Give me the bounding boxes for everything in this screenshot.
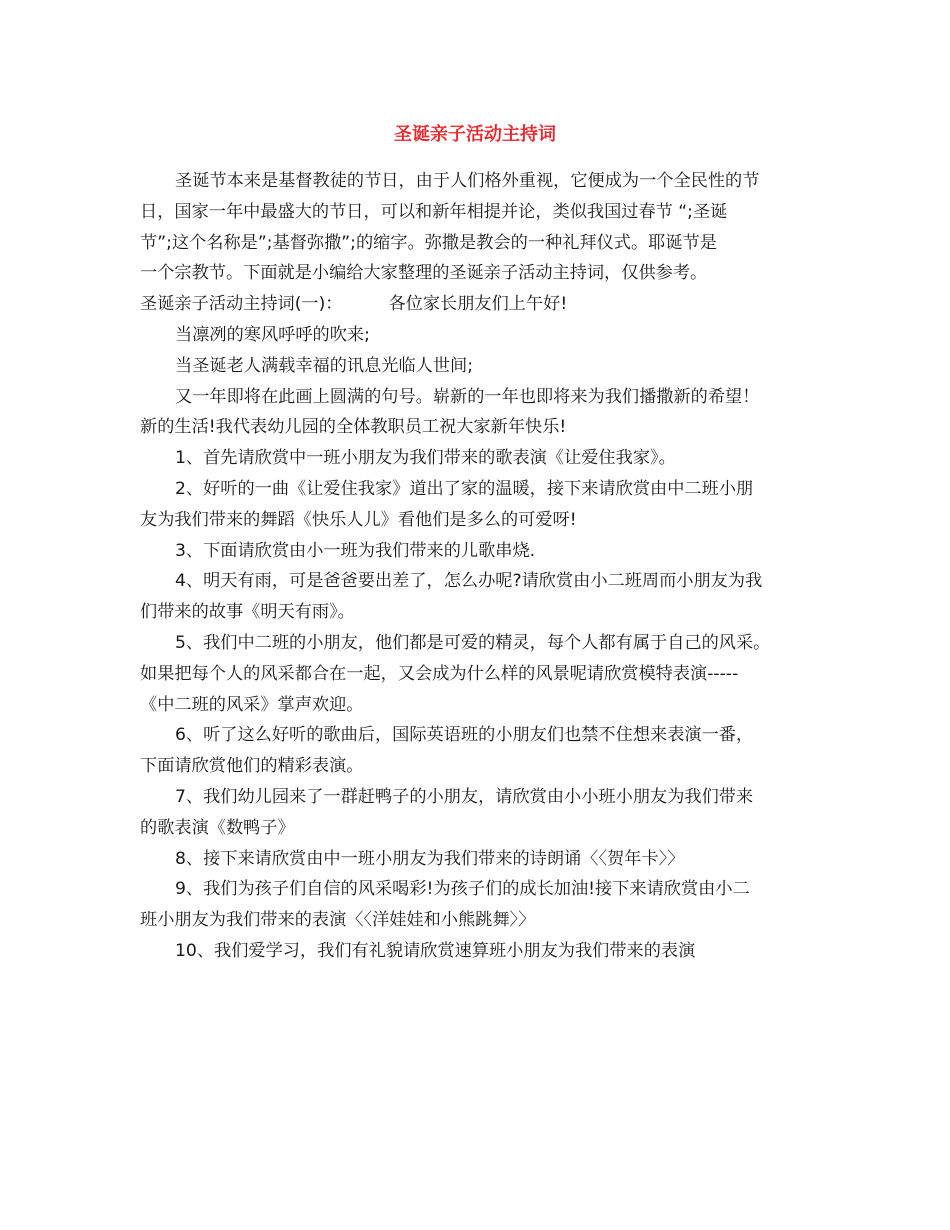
paragraph-line: 圣诞节本来是基督教徒的节日，由于人们格外重视，它便成为一个全民性的节 [175,171,760,191]
document-title: 圣诞亲子活动主持词 [394,124,556,145]
list-item-line: 的歌表演《数鸭子》 [140,817,295,838]
paragraph-line: 新的生活!我代表幼儿园的全体教职员工祝大家新年快乐! [140,417,567,438]
list-item-line: 们带来的故事《明天有雨》。 [140,602,355,623]
paragraph-line: 日，国家一年中最盛大的节日，可以和新年相提并论，类似我国过春节 “;圣诞 [140,201,728,222]
list-item-line: 7、我们幼儿园来了一群赶鸭子的小朋友，请欣赏由小小班小朋友为我们带来 [175,786,754,807]
paragraph-line: 又一年即将在此画上圆满的句号。崭新的一年也即将来为我们播撒新的希望！ [175,386,760,407]
paragraph-line: 当凛冽的寒风呼呼的吹来; [175,324,370,345]
list-item-line: 8、接下来请欣赏由中一班小朋友为我们带来的诗朗诵〈〈贺年卡〉〉 [175,848,685,869]
list-item-line: 《中二班的风采》掌声欢迎。 [140,694,364,715]
list-item-line: 9、我们为孩子们自信的风采喝彩!为孩子们的成长加油!接下来请欣赏由小二 [175,879,750,900]
section-heading-line [140,289,820,320]
list-item-line: 4、明天有雨，可是爸爸要出差了，怎么办呢?请欣赏由小二班周而小朋友为我 [175,571,763,592]
list-item-line: 如果把每个人的风采都合在一起，又会成为什么样的风景呢请欣赏模特表演----- [140,663,739,684]
list-item-line: 3、下面请欣赏由小一班为我们带来的儿歌串烧. [175,540,536,561]
list-item-line: 10、我们爱学习，我们有礼貌请欣赏速算班小朋友为我们带来的表演 [175,940,696,961]
list-item-line: 5、我们中二班的小朋友，他们都是可爱的精灵，每个人都有属于自己的风采。 [175,632,771,653]
paragraph-line: 当圣诞老人满载幸福的讯息光临人世间; [175,355,473,376]
list-item-line: 2、好听的一曲《让爱住我家》道出了家的温暖，接下来请欣赏由中二班小朋 [175,478,754,499]
list-item-line: 班小朋友为我们带来的表演〈〈洋娃娃和小熊跳舞〉〉 [140,910,536,931]
list-item-line: 下面请欣赏他们的精彩表演。 [140,756,364,777]
paragraph-line: 节”;这个名称是”;基督弥撒”;的缩字。弥撒是教会的一种礼拜仪式。耶诞节是 [140,232,717,253]
paragraph-line: 一个宗教节。下面就是小编给大家整理的圣诞亲子活动主持词，仅供参考。 [140,263,708,284]
list-item-line: 1、首先请欣赏中一班小朋友为我们带来的歌表演《让爱住我家》。 [175,448,676,469]
list-item-line: 友为我们带来的舞蹈《快乐人儿》看他们是多么的可爱呀! [140,509,577,530]
document-body [140,166,820,967]
section-greeting: 各位家长朋友们上午好! [388,294,568,315]
list-item-line: 6、听了这么好听的歌曲后，国际英语班的小朋友们也禁不住想来表演一番， [175,725,754,746]
section-heading: 圣诞亲子活动主持词(一)： [140,294,343,315]
